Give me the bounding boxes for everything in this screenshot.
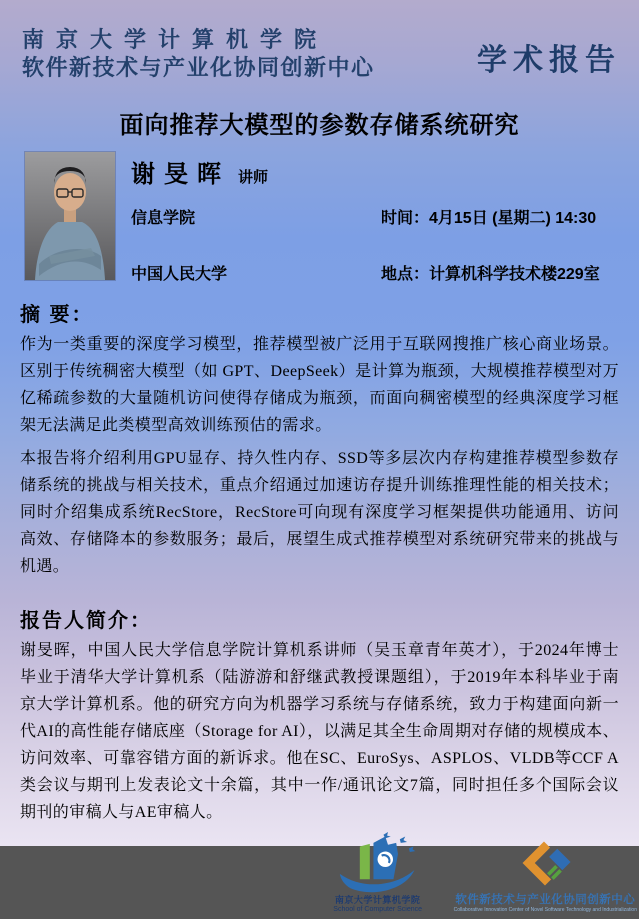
nju-cs-logo-block	[332, 832, 424, 913]
cic-logo-block	[454, 837, 637, 913]
speaker-rank: 讲师	[238, 169, 269, 186]
abstract-heading: 摘 要：	[20, 304, 94, 326]
university-school-name: 南京大学计算机学院	[22, 27, 329, 52]
abstract-paragraph-1: 作为一类重要的深度学习模型，推荐模型被广泛用于互联网搜推广核心商业场景。区别于传统稠密大模型（如 GPT、DeepSeek）是计算为瓶颈，大规模推荐模型对万亿稀疏参数的大量随机访问使得存储成为瓶颈，而面向稠密模型的经典深度学习框架无法满足此类模型高效训练预估的需求。	[20, 336, 619, 434]
nju-cs-logo-caption-cn: 南京大学计算机学院	[334, 895, 421, 905]
speaker-section	[20, 152, 619, 284]
footer-logos	[0, 832, 639, 919]
innovation-center-name: 软件新技术与产业化协同创新中心	[22, 54, 375, 80]
cic-logo-caption-en: Collaborative Innovation Center of Novel Software Technology and Industrialization	[453, 907, 637, 913]
talk-title: 面向推荐大模型的参数存储系统研究	[119, 112, 520, 139]
speaker-department: 信息学院	[131, 210, 196, 227]
cic-logo-caption-cn: 软件新技术与产业化协同创新中心	[455, 894, 636, 906]
cic-logo-icon	[514, 837, 576, 889]
organization-names	[22, 26, 375, 81]
bio-heading: 报告人简介：	[20, 610, 152, 632]
nju-cs-logo-caption-en: School of Computer Science	[333, 906, 422, 913]
speaker-photo	[25, 152, 115, 280]
abstract-paragraph-2: 本报告将介绍利用GPU显存、持久性内存、SSD等多层次内存构建推荐模型参数存储系统的挑战与相关技术，重点介绍通过加速访存提升训练推理性能的相关技术；同时介绍集成系统RecStore，RecStore可向现有深度学习框架提供功能通用、访问高效、存储降本的参数服务；最后，展望生成式推荐模型对系统研究带来的挑战与机遇。	[20, 450, 619, 575]
talk-details	[131, 205, 619, 284]
speaker-info	[115, 152, 619, 284]
bio-text: 谢旻晖，中国人民大学信息学院计算机系讲师（吴玉章青年英才），于2024年博士毕业于清华大学计算机系（陆游游和舒继武教授课题组），于2019年本科毕业于南京大学计算机系。他的研究方向为机器学习系统与存储系统，致力于构建面向新一代AI的高性能存储底座（Storage for AI），以满足其全生命周期对存储的规模成本、访问效率、可靠容错方面的新诉求。他在SC、EuroSys、ASPLOS、VLDB等CCF A类会议与期刊上发表论文十余篇，其中一作/通讯论文7篇，同时担任多个国际会议期刊的审稿人与AE审稿人。	[20, 642, 619, 821]
speaker-name-row	[131, 154, 619, 189]
speaker-portrait-illustration	[25, 152, 115, 280]
nju-cs-logo-icon	[332, 832, 424, 892]
talk-location: 地点：计算机科学技术楼229室	[381, 266, 600, 283]
speaker-university: 中国人民大学	[131, 266, 228, 283]
poster-header	[0, 0, 639, 81]
abstract-section	[20, 284, 619, 586]
speaker-name: 谢旻晖	[131, 162, 230, 188]
bio-section	[20, 586, 619, 832]
seminar-badge: 学术报告	[477, 44, 621, 77]
talk-time: 时间：4月15日 (星期二) 14:30	[381, 210, 597, 227]
